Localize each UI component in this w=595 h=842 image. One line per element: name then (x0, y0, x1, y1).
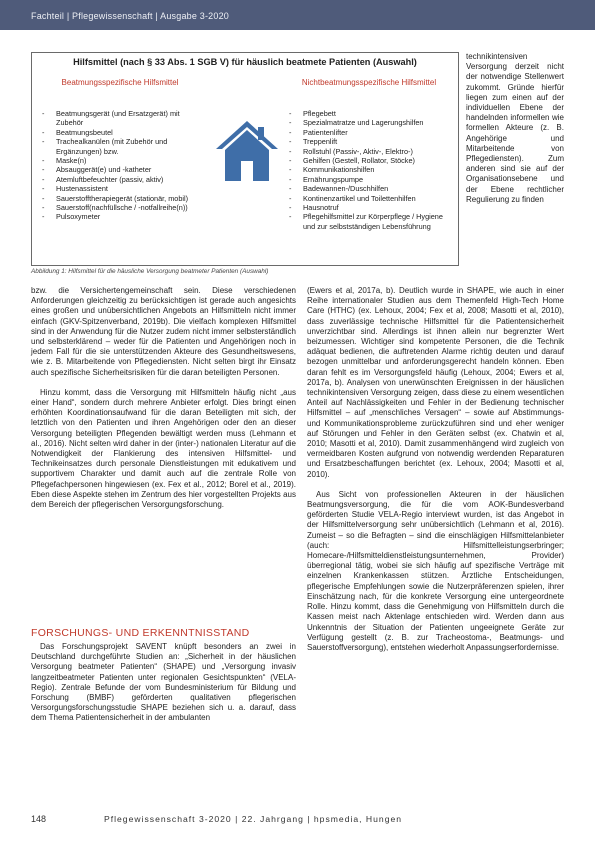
left-item: - Sauerstoff(nachfüllsche / -notfallreihe(n)) (35, 203, 197, 212)
section-heading: FORSCHUNGS- UND ERKENNTNISSTAND (31, 627, 250, 639)
left-hilfsmittel-list (35, 109, 197, 222)
left-item: - Absauggerät(e) und -katheter (35, 165, 197, 174)
left-item: - Trachealkanülen (mit Zubehör und Ergänzungen) bzw. (35, 137, 197, 156)
page-number: 148 (31, 814, 47, 824)
right-item: - Kontinenzartikel und Toilettenhilfen (282, 194, 457, 203)
left-column-heading: Beatmungsspezifische Hilfsmittel (61, 78, 179, 87)
left-item: - Pulsoxymeter (35, 212, 197, 221)
right-narrow-text (466, 52, 564, 205)
left-item: - Beatmungsgerät (und Ersatzgerät) mit Zubehör (35, 109, 197, 128)
right-item: - Spezialmatratze und Lagerungshilfen (282, 118, 457, 127)
right-item: - Badewannen-/Duschhilfen (282, 184, 457, 193)
figure-box (31, 52, 459, 266)
right-column (307, 286, 564, 653)
header-bar (0, 0, 595, 30)
journal-footer: Pflegewissenschaft 3-2020 | 22. Jahrgang | hpsmedia, Hungen (104, 814, 403, 824)
right-paragraph-2: Aus Sicht von professionellen Akteuren in der häuslichen Beatmungsversorgung, die für die vom AOK-Bundesverband geförderten Studie VELA-Regio interviewt wurden, ist das Angebot in der Hilfsmittelversorgung sehr unübersichtlich (Lehmann et al, 2016). Zumeist – so die Befragten – sind die einschlägigen Hilfsmittelanbieter (auch: Hilfsmittelleistungserbringer; Homecare-/Hilfsmitteldienstleistungsunternehmen, Provider) überregional tätig, wobei sie sich häufig auf spezifische Verträge mit einzelnen Krankenkassen stützen. Ärztliche Entscheidungen, pflegerische Empfehlungen sowie die Nutzerpräferenzen spielen, ihrer Einschätzung nach, für die konkrete Versorgung eine untergeordnete Rolle. Hinzu kommt, dass die Genehmigung von Hilfsmitteln durch die Kassen meist nach Aktenlage entschieden wird. Werden dann aus Unkenntnis der Situation der Patienten ungeeignete Geräte zur Verfügung gestellt (z. B. zur Tracheostoma-, Beatmungs- und Sauerstoffversorgung), entstehen wiederholt Anpassungserfordernisse. (307, 489, 564, 652)
right-item: - Rollstuhl (Passiv-, Aktiv-, Elektro-) (282, 147, 457, 156)
header-text: Fachteil | Pflegewissenschaft | Ausgabe 3-2020 (31, 11, 229, 21)
left-column-lower (31, 642, 296, 724)
right-narrow-paragraph: technikintensiven Versorgung derzeit nicht der notwendige Stellenwert zukommt. Gründe hierfür liegen zum einen auf der individuellen Ebene der handelnden informellen wie formellen Akteure (z. B. Angehörige und Mitarbeitende von Pflegediensten). Zum anderen sind sie auf der Organisationsebene und der Ebene rechtlicher Regulierung zu finden (466, 52, 564, 204)
left-column (31, 286, 296, 510)
left-item: - Hustenassistent (35, 184, 197, 193)
right-hilfsmittel-list (282, 109, 457, 231)
left-paragraph-3: Das Forschungsprojekt SAVENT knüpft besonders an zwei in Deutschland durchgeführte Studien an: „Sicherheit in der häuslichen Versorgung beatmeter Patienten“ (SHAPE) und „Versorgung invasiv langzeitbeatmeter Patienten unter regionalen Gesichtspunkten“ (VELA-Regio). Zentrale Befunde der vom Bundesministerium für Bildung und Forschung (BMBF) geförderten qualitativen pflegerischen Versorgungsforschungsstudie SHAPE beziehen sich u. a. darauf, dass dem Thema Patientensicherheit in der ambulanten (31, 642, 296, 723)
left-paragraph-2: Hinzu kommt, dass die Versorgung mit Hilfsmitteln häufig nicht „aus einer Hand“, sondern durch mehrere Anbieter erfolgt. Dies bringt einen erhöhten Koordinationsaufwand für die daran Beteiligten mit sich, der letztlich von den Patienten und ihren Angehörigen oder den an dieser Versorgung beteiligten Pflegenden bewältigt werden muss (Lehmann et al., 2016). Nicht selten wird daher in der (inter-) nationalen Literatur auf die Notwendigkeit der Flankierung des intensiven Hilfsmittel- und Technikeinsatzes durch personale Dienstleistungen mit edukativem und supportivem Charakter und damit auch auf die zentrale Rolle von Pflegefachpersonen hingewiesen (ex. Fex et al., 2012; Borel et al., 2019). Eben diese Aspekte stehen im Zentrum des hier vorgestellten Projekts aus dem Bereich der pflegerischen Versorgungsforschung. (31, 387, 296, 510)
figure-caption: Abbildung 1: Hilfsmittel für die häusliche Versorgung beatmeter Patienten (Auswahl) (31, 268, 269, 275)
right-item: - Pflegebett (282, 109, 457, 118)
house-icon (212, 117, 282, 187)
left-item: - Sauerstofftherapiegerät (stationär, mobil) (35, 194, 197, 203)
right-item: - Treppenlift (282, 137, 457, 146)
left-item: - Atemluftbefeuchter (passiv, aktiv) (35, 175, 197, 184)
left-paragraph-1: bzw. die Versichertengemeinschaft sein. Diese verschiedenen Anforderungen gleichzeitig zu berücksichtigen ist gerade auch angesichts eines großen und unübersichtlichen Angebots an Hilfsmitteln nicht immer einfach (GKV-Spitzenverband, 2019b). Die vielfach komplexen Hilfsmittel sind in der Anwendung für die Nutzer zudem nicht immer selbsterständlich und selbsterklärend – weder für die Patienten und Angehörigen noch in jedem Fall für die sie unterstützenden Akteure des Gesundheitswesens, wie z. B. Mitarbeitende von Pflegediensten. Nicht selten birgt ihr Einsatz auch spezifische Sicherheitsrisiken für die daran beteiligten Personen. (31, 286, 296, 377)
right-item: - Patientenlifter (282, 128, 457, 137)
right-item: - Ernährungspumpe (282, 175, 457, 184)
right-paragraph-1: (Ewers et al, 2017a, b). Deutlich wurde in SHAPE, wie auch in einer Reihe internationaler Studien aus dem Themenfeld High-Tech Home Care (HTHC) (ex. Lehoux, 2004; Fex et al, 2008; Masotti et al, 2010), dass zuverlässige technische Hilfsmittel für die Patientensicherheit unverzichtbar sind. Allerdings ist ihnen allein nur begrenzter Wert beizumessen. Wichtiger sind kompetente Personen, die die Technik adäquat bedienen, die auftretenden Alarme richtig deuten und darauf bezogen unmittelbar und anforderungsgerecht handeln können. Eben daran fehlt es im Versorgungsfeld häufig (Lehoux, 2004; Ewers et al, 2017a, b). Analysen von unerwünschten Ereignissen in der häuslichen technikintensiven Versorgung zeigen, dass diese zu einem wesentlichen Anteil auf Nachlässigkeiten und Fehler in der Bedienung technischer Hilfsmittel – auf „menschliches Versagen“ – sowie auf Abstimmungs- und Kommunikationsprobleme zurückzuführen sind und eher weniger auf Störungen und Fehler in den Geräten selbst (ex. Chatwin et al, 2010; Masotti et al, 2010). Damit zusammenhängend wird zugleich von vermeidbaren Kosten aufgrund von notwendig werdenden Reparaturen und Ersatzbeschaffungen berichtet (ex. Lehoux, 2004; Masotti et al, 2010). (307, 286, 564, 479)
left-item: - Beatmungsbeutel (35, 128, 197, 137)
right-column-heading: Nichtbeatmungsspezifische Hilfsmittel (301, 78, 437, 87)
right-item: - Hausnotruf (282, 203, 457, 212)
right-item: - Pflegehilfsmittel zur Körperpflege / Hygiene und zur selbstständigen Lebensführung (282, 212, 457, 231)
right-item: - Gehilfen (Gestell, Rollator, Stöcke) (282, 156, 457, 165)
left-item: - Maske(n) (35, 156, 197, 165)
figure-title: Hilfsmittel (nach § 33 Abs. 1 SGB V) für häuslich beatmete Patienten (Auswahl) (73, 57, 417, 67)
right-item: - Kommunikationshilfen (282, 165, 457, 174)
